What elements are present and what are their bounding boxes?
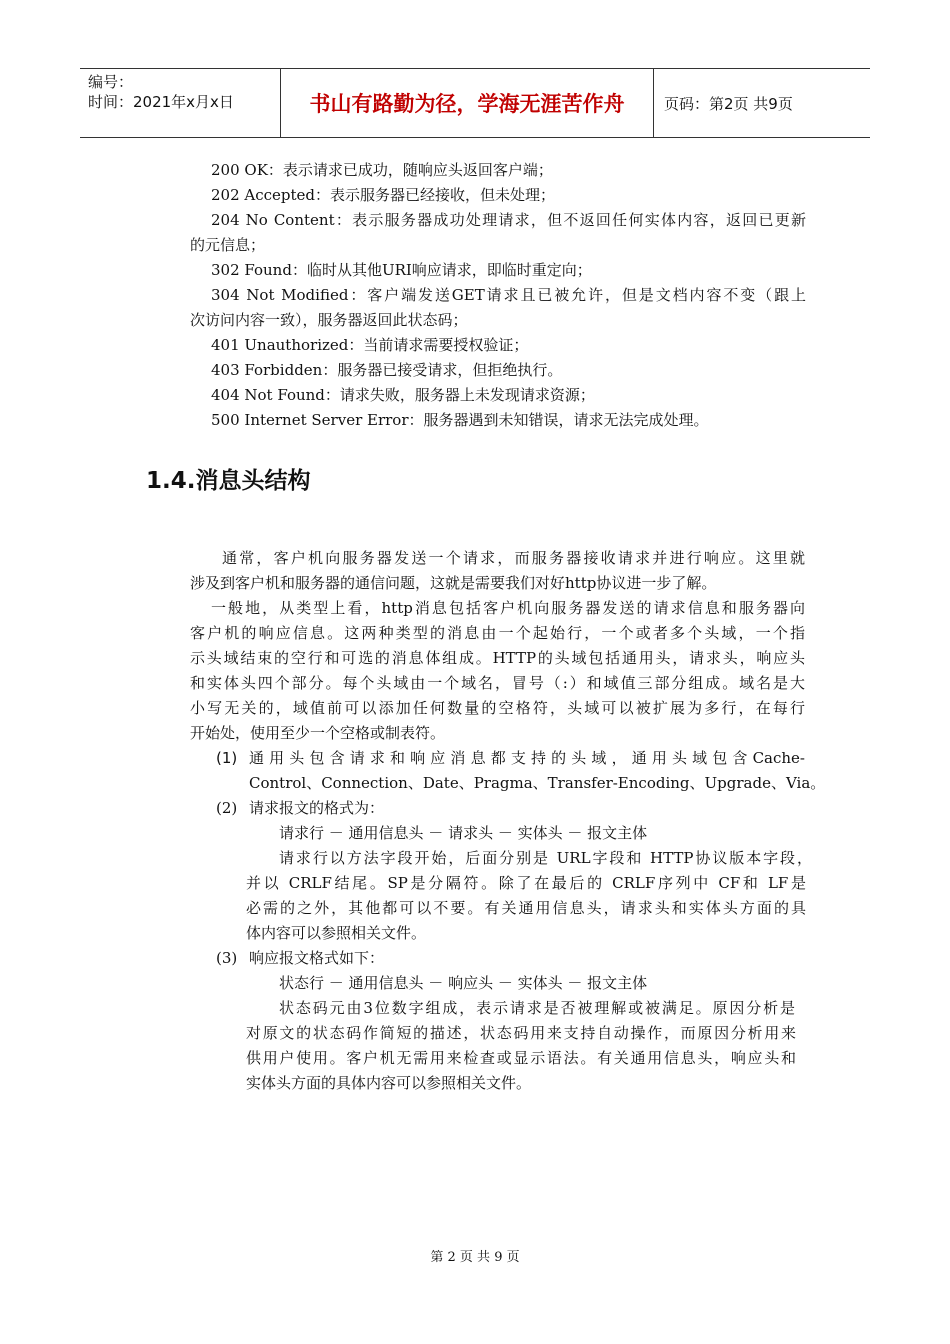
header-page: 页码：第2页 共9页 [664,94,793,113]
paragraph-line: 客户机的响应信息。这两种类型的消息由一个起始行，一个或者多个头域，一个指 [190,624,805,642]
list-item-3-line: 供用户使用。客户机无需用来检查或显示语法。有关通用信息头，响应头和 [246,1049,796,1067]
status-code-304-cont: 次访问内容一致），服务器返回此状态码； [190,311,468,329]
status-code-500: 500 Internet Server Error：服务器遇到未知错误，请求无法完成处理。 [211,411,709,429]
list-item-1-line-1: 通用头包含请求和响应消息都支持的头域，通用头域包含Cache- [249,749,805,767]
list-number: (3) [216,949,238,967]
paragraph-line: 一般地，从类型上看，http消息包括客户机向服务器发送的请求信息和服务器向 [211,599,805,617]
list-item-3-line: 状态码元由3位数字组成，表示请求是否被理解或被满足。原因分析是 [279,999,795,1017]
header-date: 时间：2021年x月x日 [88,93,234,111]
paragraph-line: 通常，客户机向服务器发送一个请求，而服务器接收请求并进行响应。这里就 [222,549,805,567]
list-item-3-line: 对原文的状态码作简短的描述，状态码用来支持自动操作，而原因分析用来 [246,1024,796,1042]
page-header [80,68,870,138]
paragraph-line: 示头域结束的空行和可选的消息体组成。HTTP的头域包括通用头，请求头，响应头 [190,649,805,667]
header-number: 编号： [88,73,134,91]
list-item-2-line: 并以 CRLF结尾。SP是分隔符。除了在最后的 CRLF序列中 CF和 LF是 [246,874,806,892]
status-code-401: 401 Unauthorized：当前请求需要授权验证； [211,336,529,354]
list-item-3-title: 响应报文格式如下： [249,949,385,967]
paragraph-line: 开始处，使用至少一个空格或制表符。 [190,724,446,742]
list-number: (1) [216,749,238,767]
status-code-403: 403 Forbidden：服务器已接受请求，但拒绝执行。 [211,361,563,379]
status-code-302: 302 Found：临时从其他URI响应请求，即临时重定向； [211,261,592,279]
list-item-1-line-2: Control、Connection、Date、Pragma、Transfer-Encoding、Upgrade、Via。 [249,774,826,792]
request-format: 请求行 － 通用信息头 － 请求头 － 实体头 － 报文主体 [279,824,648,842]
status-code-204-cont: 的元信息； [190,236,266,254]
list-item-2-line: 请求行以方法字段开始，后面分别是 URL字段和 HTTP协议版本字段， [279,849,812,867]
paragraph-line: 和实体头四个部分。每个头域由一个域名，冒号（:）和域值三部分组成。域名是大 [190,674,805,692]
header-motto: 书山有路勤为径，学海无涯苦作舟 [281,69,654,137]
paragraph-line: 涉及到客户机和服务器的通信问题，这就是需要我们对好http协议进一步了解。 [190,574,717,592]
list-item-3-line: 实体头方面的具体内容可以参照相关文件。 [246,1074,532,1092]
paragraph-line: 小写无关的，域值前可以添加任何数量的空格符，头域可以被扩展为多行，在每行 [190,699,805,717]
section-title: 1.4.消息头结构 [146,468,311,494]
list-item-2-title: 请求报文的格式为： [249,799,385,817]
list-number: (2) [216,799,238,817]
status-code-304: 304 Not Modified：客户端发送GET请求且已被允许，但是文档内容不变（跟上 [211,286,806,304]
response-format: 状态行 － 通用信息头 － 响应头 － 实体头 － 报文主体 [279,974,648,992]
page-footer: 第 2 页 共 9 页 [430,1250,520,1265]
status-code-202: 202 Accepted：表示服务器已经接收，但未处理； [211,186,556,204]
list-item-2-line: 必需的之外，其他都可以不要。有关通用信息头，请求头和实体头方面的具 [246,899,806,917]
status-code-204: 204 No Content：表示服务器成功处理请求，但不返回任何实体内容，返回已更新 [211,211,806,229]
status-code-200: 200 OK：表示请求已成功，随响应头返回客户端； [211,161,553,179]
header-left-cell [80,69,281,137]
list-item-2-line: 体内容可以参照相关文件。 [246,924,427,942]
status-code-404: 404 Not Found：请求失败，服务器上未发现请求资源； [211,386,595,404]
